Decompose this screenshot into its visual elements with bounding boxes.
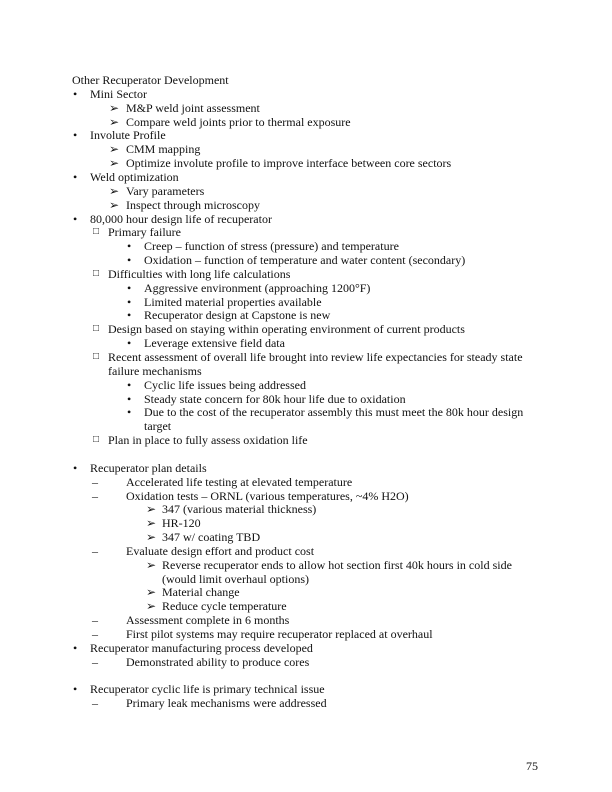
- page-number: 75: [526, 759, 538, 773]
- list-item-text: 80,000 hour design life of recuperator: [90, 211, 272, 226]
- bullet-icon: •: [73, 640, 78, 655]
- bullet-icon: •: [127, 239, 132, 254]
- bullet-icon: •: [127, 294, 132, 309]
- list-item-text: Aggressive environment (approaching 1200°F): [144, 280, 371, 295]
- arrow-bullet-icon: ➢: [146, 557, 157, 572]
- list-item-text: Primary failure: [108, 225, 181, 240]
- dash-bullet-icon: –: [92, 613, 98, 628]
- list-item-text: Creep – function of stress (pressure) and temperature: [144, 239, 399, 254]
- list-item-text: Plan in place to fully assess oxidation life: [108, 433, 308, 448]
- arrow-bullet-icon: ➢: [109, 183, 120, 198]
- square-bullet-icon: □: [93, 323, 100, 335]
- list-item-text: Vary parameters: [126, 183, 205, 198]
- list-item-text: Oxidation tests – ORNL (various temperatures, ~4% H2O): [126, 488, 409, 503]
- list-item-text: HR-120: [162, 516, 201, 531]
- list-item-text: Assessment complete in 6 months: [126, 613, 290, 628]
- list-item-text: failure mechanisms: [108, 363, 202, 378]
- section-heading: Other Recuperator Development: [72, 73, 229, 87]
- arrow-bullet-icon: ➢: [146, 599, 157, 614]
- arrow-bullet-icon: ➢: [146, 530, 157, 545]
- bullet-icon: •: [73, 682, 78, 697]
- list-item-text: Difficulties with long life calculations: [108, 266, 291, 281]
- list-item-text: Limited material properties available: [144, 294, 322, 309]
- list-item-text: Material change: [162, 585, 240, 600]
- bullet-icon: •: [127, 253, 132, 268]
- list-item-text: Recuperator manufacturing process developed: [90, 640, 313, 655]
- arrow-bullet-icon: ➢: [109, 142, 120, 157]
- list-item-text: Recuperator cyclic life is primary technical issue: [90, 682, 325, 697]
- list-item-text: Oxidation – function of temperature and water content (secondary): [144, 253, 466, 268]
- bullet-icon: •: [127, 280, 132, 295]
- arrow-bullet-icon: ➢: [109, 156, 120, 171]
- square-bullet-icon: □: [93, 351, 100, 362]
- list-item-text: (would limit overhaul options): [162, 571, 309, 586]
- arrow-bullet-icon: ➢: [146, 502, 157, 517]
- list-item-text: Cyclic life issues being addressed: [144, 377, 306, 392]
- bullet-icon: •: [127, 391, 132, 406]
- square-bullet-icon: □: [93, 226, 100, 238]
- dash-bullet-icon: –: [92, 696, 98, 711]
- list-item-text: Demonstrated ability to produce cores: [126, 654, 310, 669]
- bullet-icon: •: [127, 405, 132, 420]
- list-item-text: Reverse recuperator ends to allow hot section first 40k hours in cold side: [162, 557, 512, 572]
- bullet-icon: •: [73, 460, 78, 475]
- list-item-text: target: [144, 419, 172, 434]
- bullet-icon: •: [73, 169, 78, 184]
- list-item-text: Steady state concern for 80k hour life due to oxidation: [144, 391, 406, 406]
- list-item-text: First pilot systems may require recuperator replaced at overhaul: [126, 627, 433, 641]
- list-item-text: Accelerated life testing at elevated temperature: [126, 474, 353, 489]
- list-item-text: Design based on staying within operating environment of current products: [108, 322, 465, 337]
- list-item-text: Optimize involute profile to improve interface between core sectors: [126, 156, 452, 171]
- list-item-text: Recuperator design at Capstone is new: [144, 308, 331, 323]
- list-item-text: Involute Profile: [90, 128, 166, 143]
- list-item-text: 347 w/ coating TBD: [162, 530, 261, 545]
- bullet-icon: •: [127, 308, 132, 323]
- arrow-bullet-icon: ➢: [146, 585, 157, 600]
- dash-bullet-icon: –: [92, 488, 98, 503]
- list-item-text: Reduce cycle temperature: [162, 599, 287, 614]
- dash-bullet-icon: –: [92, 627, 98, 641]
- arrow-bullet-icon: ➢: [109, 100, 120, 115]
- square-bullet-icon: □: [93, 434, 100, 446]
- arrow-bullet-icon: ➢: [109, 197, 120, 212]
- list-item-text: M&P weld joint assessment: [126, 100, 260, 115]
- list-item-text: Recuperator plan details: [90, 460, 207, 475]
- dash-bullet-icon: –: [92, 543, 98, 558]
- list-item-text: Compare weld joints prior to thermal exposure: [126, 114, 351, 129]
- list-item-text: Leverage extensive field data: [144, 336, 285, 351]
- bullet-icon: •: [127, 377, 132, 392]
- list-item-text: Primary leak mechanisms were addressed: [126, 696, 327, 711]
- square-bullet-icon: □: [93, 267, 100, 279]
- bullet-icon: •: [73, 86, 78, 101]
- list-item-text: CMM mapping: [126, 142, 201, 157]
- arrow-bullet-icon: ➢: [109, 114, 120, 129]
- arrow-bullet-icon: ➢: [146, 516, 157, 531]
- list-item-text: Inspect through microscopy: [126, 197, 260, 212]
- list-item-text: Weld optimization: [90, 169, 179, 184]
- dash-bullet-icon: –: [92, 654, 98, 669]
- dash-bullet-icon: –: [92, 474, 98, 489]
- list-item-text: Due to the cost of the recuperator assembly this must meet the 80k hour design: [144, 405, 524, 420]
- list-item-text: Mini Sector: [90, 86, 147, 101]
- list-item-text: Evaluate design effort and product cost: [126, 543, 315, 558]
- list-item-text: Recent assessment of overall life brought into review life expectancies for steady state: [108, 350, 523, 364]
- list-item-text: 347 (various material thickness): [162, 502, 317, 517]
- bullet-icon: •: [73, 128, 78, 143]
- bullet-icon: •: [73, 211, 78, 226]
- bullet-icon: •: [127, 336, 132, 351]
